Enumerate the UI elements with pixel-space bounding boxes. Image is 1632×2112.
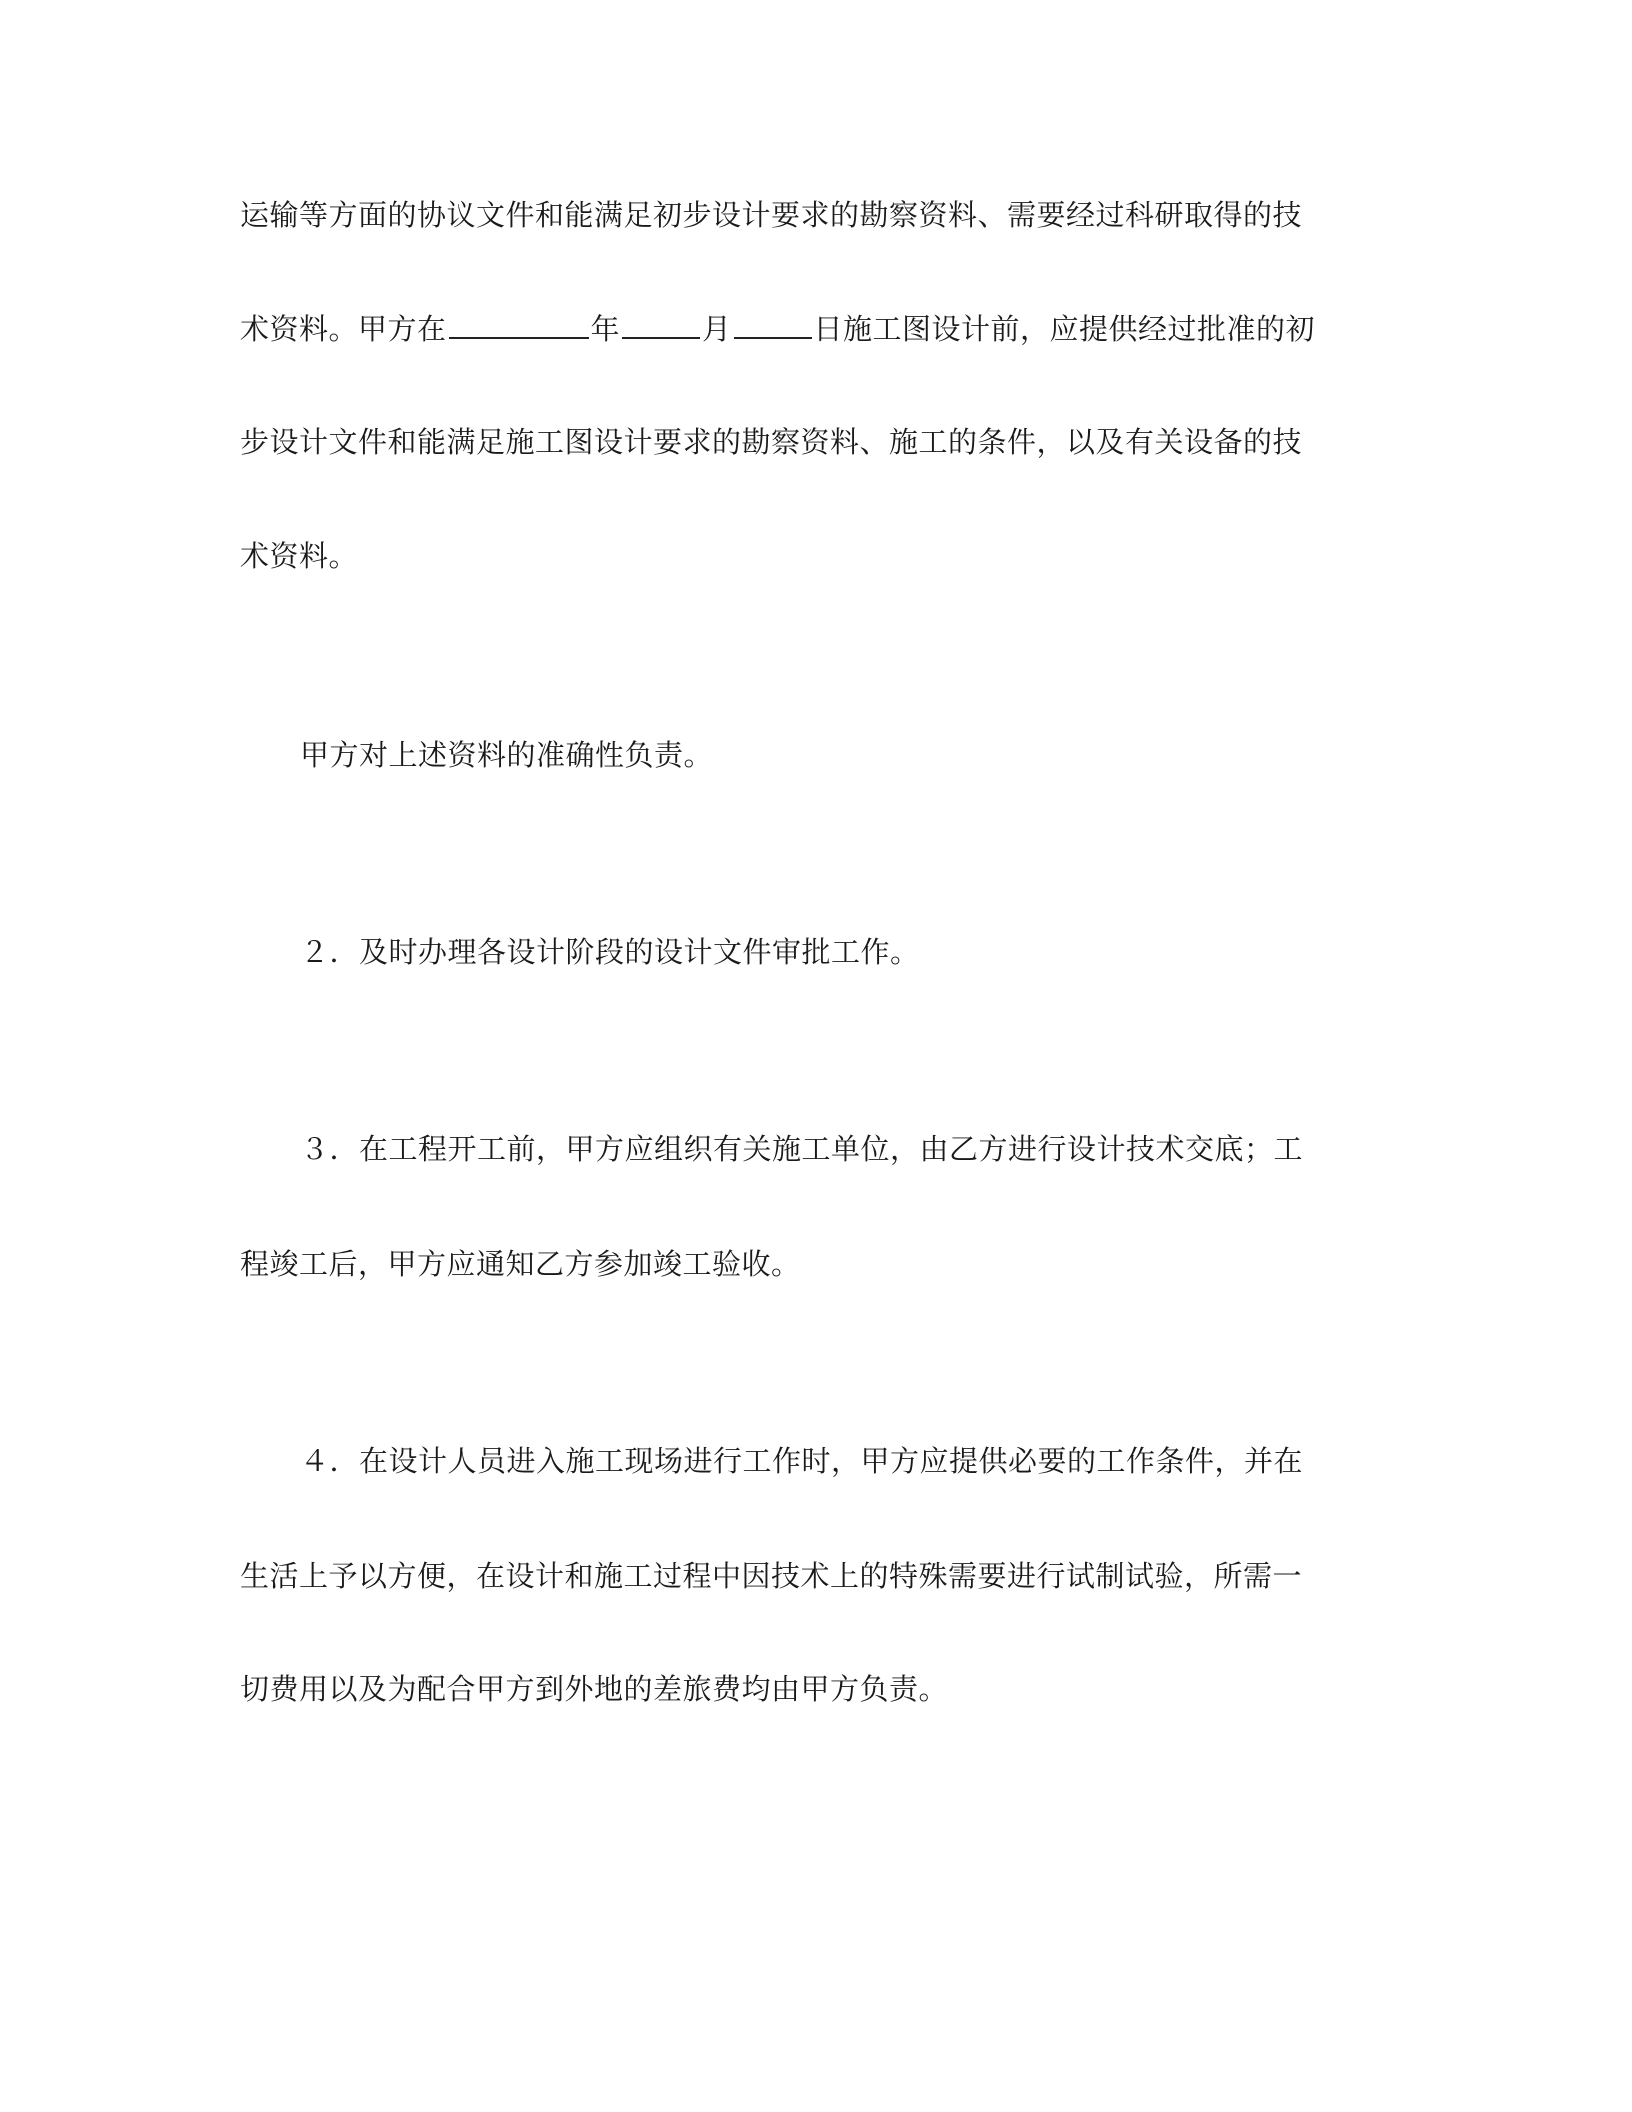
paragraph-1-line-2-start: 术资料。甲方在 — [240, 312, 447, 346]
paragraph-4-line-1: ３．在工程开工前，甲方应组织有关施工单位，由乙方进行设计技术交底；工 — [300, 1132, 1304, 1166]
paragraph-2: 甲方对上述资料的准确性负责。 — [300, 738, 714, 772]
paragraph-1-line-3: 步设计文件和能满足施工图设计要求的勘察资料、施工的条件，以及有关设备的技 — [240, 425, 1303, 459]
paragraph-5-line-2: 生活上予以方便，在设计和施工过程中因技术上的特殊需要进行试制试验，所需一 — [240, 1559, 1303, 1593]
day-blank — [734, 309, 812, 339]
paragraph-3: ２．及时办理各设计阶段的设计文件审批工作。 — [300, 935, 920, 969]
paragraph-1-line-1: 运输等方面的协议文件和能满足初步设计要求的勘察资料、需要经过科研取得的技 — [240, 198, 1303, 232]
paragraph-1-line-2 — [240, 309, 1390, 349]
month-label: 月 — [702, 312, 732, 346]
month-blank — [622, 309, 700, 339]
paragraph-1-line-4: 术资料。 — [240, 539, 359, 573]
paragraph-5-line-3: 切费用以及为配合甲方到外地的差旅费均由甲方负责。 — [240, 1672, 949, 1706]
year-label: 年 — [590, 312, 621, 346]
year-blank — [449, 309, 589, 339]
paragraph-4-line-2: 程竣工后，甲方应通知乙方参加竣工验收。 — [240, 1247, 801, 1281]
paragraph-5-line-1: ４．在设计人员进入施工现场进行工作时，甲方应提供必要的工作条件，并在 — [300, 1444, 1304, 1478]
paragraph-1-line-2-end: 日施工图设计前，应提供经过批准的初 — [813, 312, 1316, 346]
